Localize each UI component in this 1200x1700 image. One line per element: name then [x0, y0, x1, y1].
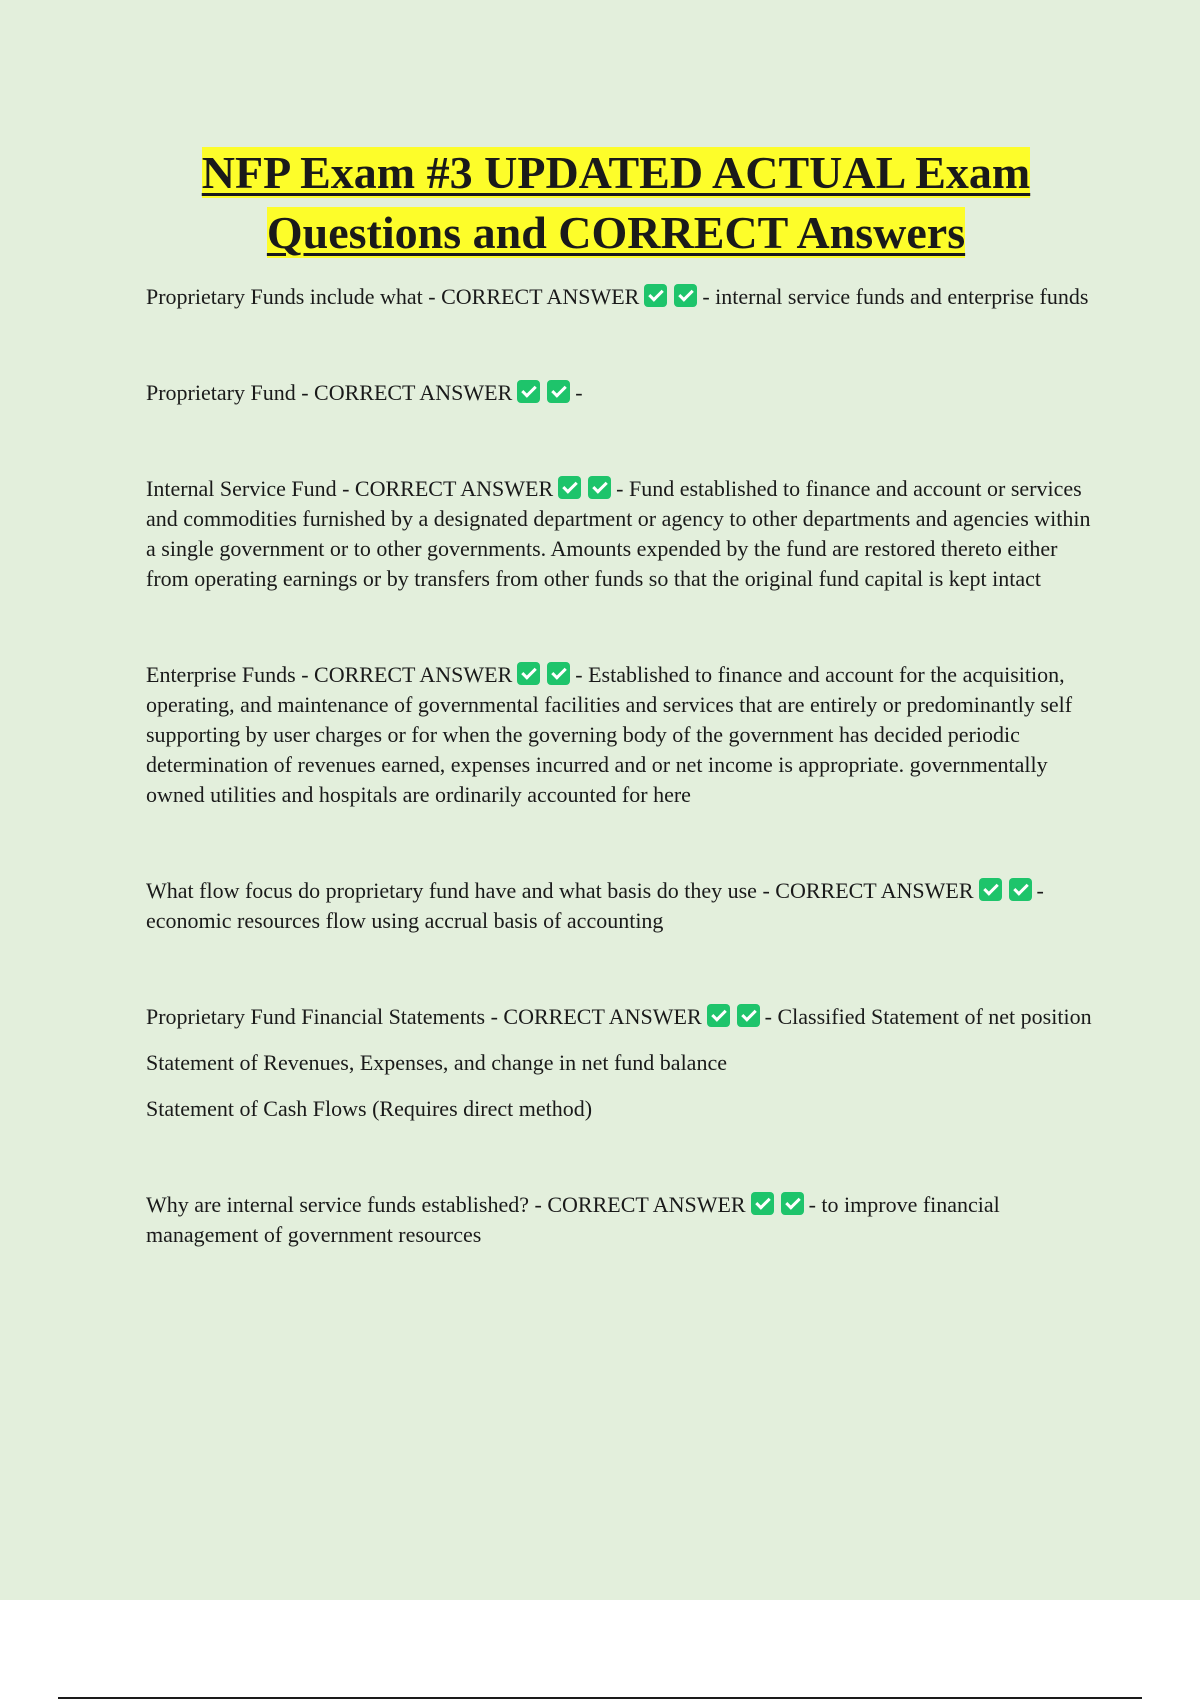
question-text: Proprietary Funds include what [146, 284, 423, 309]
answer-text: - Established to finance and account for the acquisition, operating, and maintenance of governmental facilities and services that are entirely or predominantly self supporting by user charges or for when the governing body of the government has decided periodic determination of revenues earned, expenses incurred and or net income is appropriate. governmentally owned utilities and hospitals are ordinarily accounted for here [146, 662, 1073, 807]
check-icon [674, 284, 697, 307]
qa-item-7 [146, 1190, 1096, 1250]
check-icon [588, 476, 611, 499]
statement-line-1: Statement of Revenues, Expenses, and change in net fund balance [146, 1050, 727, 1075]
check-icon [547, 380, 570, 403]
check-icon [781, 1192, 804, 1215]
qa-item-5 [146, 876, 1096, 936]
qa-item-3 [146, 474, 1096, 594]
check-icon [979, 878, 1002, 901]
qa-item-1 [146, 282, 1096, 312]
answer-marker: - CORRECT ANSWER [428, 284, 640, 309]
answer-marker: - CORRECT ANSWER [534, 1192, 746, 1217]
answer-marker: - CORRECT ANSWER [762, 878, 974, 903]
question-text: Internal Service Fund [146, 476, 337, 501]
check-icon [1009, 878, 1032, 901]
answer-text: - Classified Statement of net position [764, 1004, 1092, 1029]
answer-text: - Fund established to finance and account or services and commodities furnished by a designated department or agency to other departments and agencies within a single government or to other governments. Amounts expended by the fund are restored thereto either from operating earnings or by transfers from other funds so that the original fund capital is kept intact [146, 476, 1091, 591]
question-text: What flow focus do proprietary fund have and what basis do they use [146, 878, 757, 903]
qa-item-6 [146, 1002, 1096, 1032]
qa-list [146, 282, 1096, 1316]
check-icon [558, 476, 581, 499]
question-text: Proprietary Fund Financial Statements [146, 1004, 486, 1029]
title-line-1: NFP Exam #3 UPDATED ACTUAL Exam [201, 147, 1031, 198]
answer-marker: - CORRECT ANSWER [301, 380, 513, 405]
answer-marker: - CORRECT ANSWER [301, 662, 513, 687]
check-icon [517, 380, 540, 403]
answer-marker: - CORRECT ANSWER [342, 476, 554, 501]
question-text: Enterprise Funds [146, 662, 296, 687]
question-text: Why are internal service funds established? [146, 1192, 530, 1217]
check-icon [707, 1004, 730, 1027]
title-line-2: Questions and CORRECT Answers [266, 207, 966, 258]
document-title [0, 143, 1200, 263]
answer-text: - internal service funds and enterprise funds [702, 284, 1089, 309]
question-text: Proprietary Fund [146, 380, 296, 405]
statement-line-2: Statement of Cash Flows (Requires direct method) [146, 1096, 593, 1121]
footer-divider [58, 1697, 1142, 1699]
check-icon [737, 1004, 760, 1027]
check-icon [751, 1192, 774, 1215]
check-icon [644, 284, 667, 307]
check-icon [517, 662, 540, 685]
qa-item-2 [146, 378, 1096, 408]
answer-text: - to improve financial management of government resources [146, 1192, 1000, 1247]
answer-text: - economic resources flow using accrual basis of accounting [146, 878, 1044, 933]
check-icon [547, 662, 570, 685]
answer-marker: - CORRECT ANSWER [490, 1004, 702, 1029]
answer-text: - [575, 380, 583, 405]
qa-item-4 [146, 660, 1096, 810]
